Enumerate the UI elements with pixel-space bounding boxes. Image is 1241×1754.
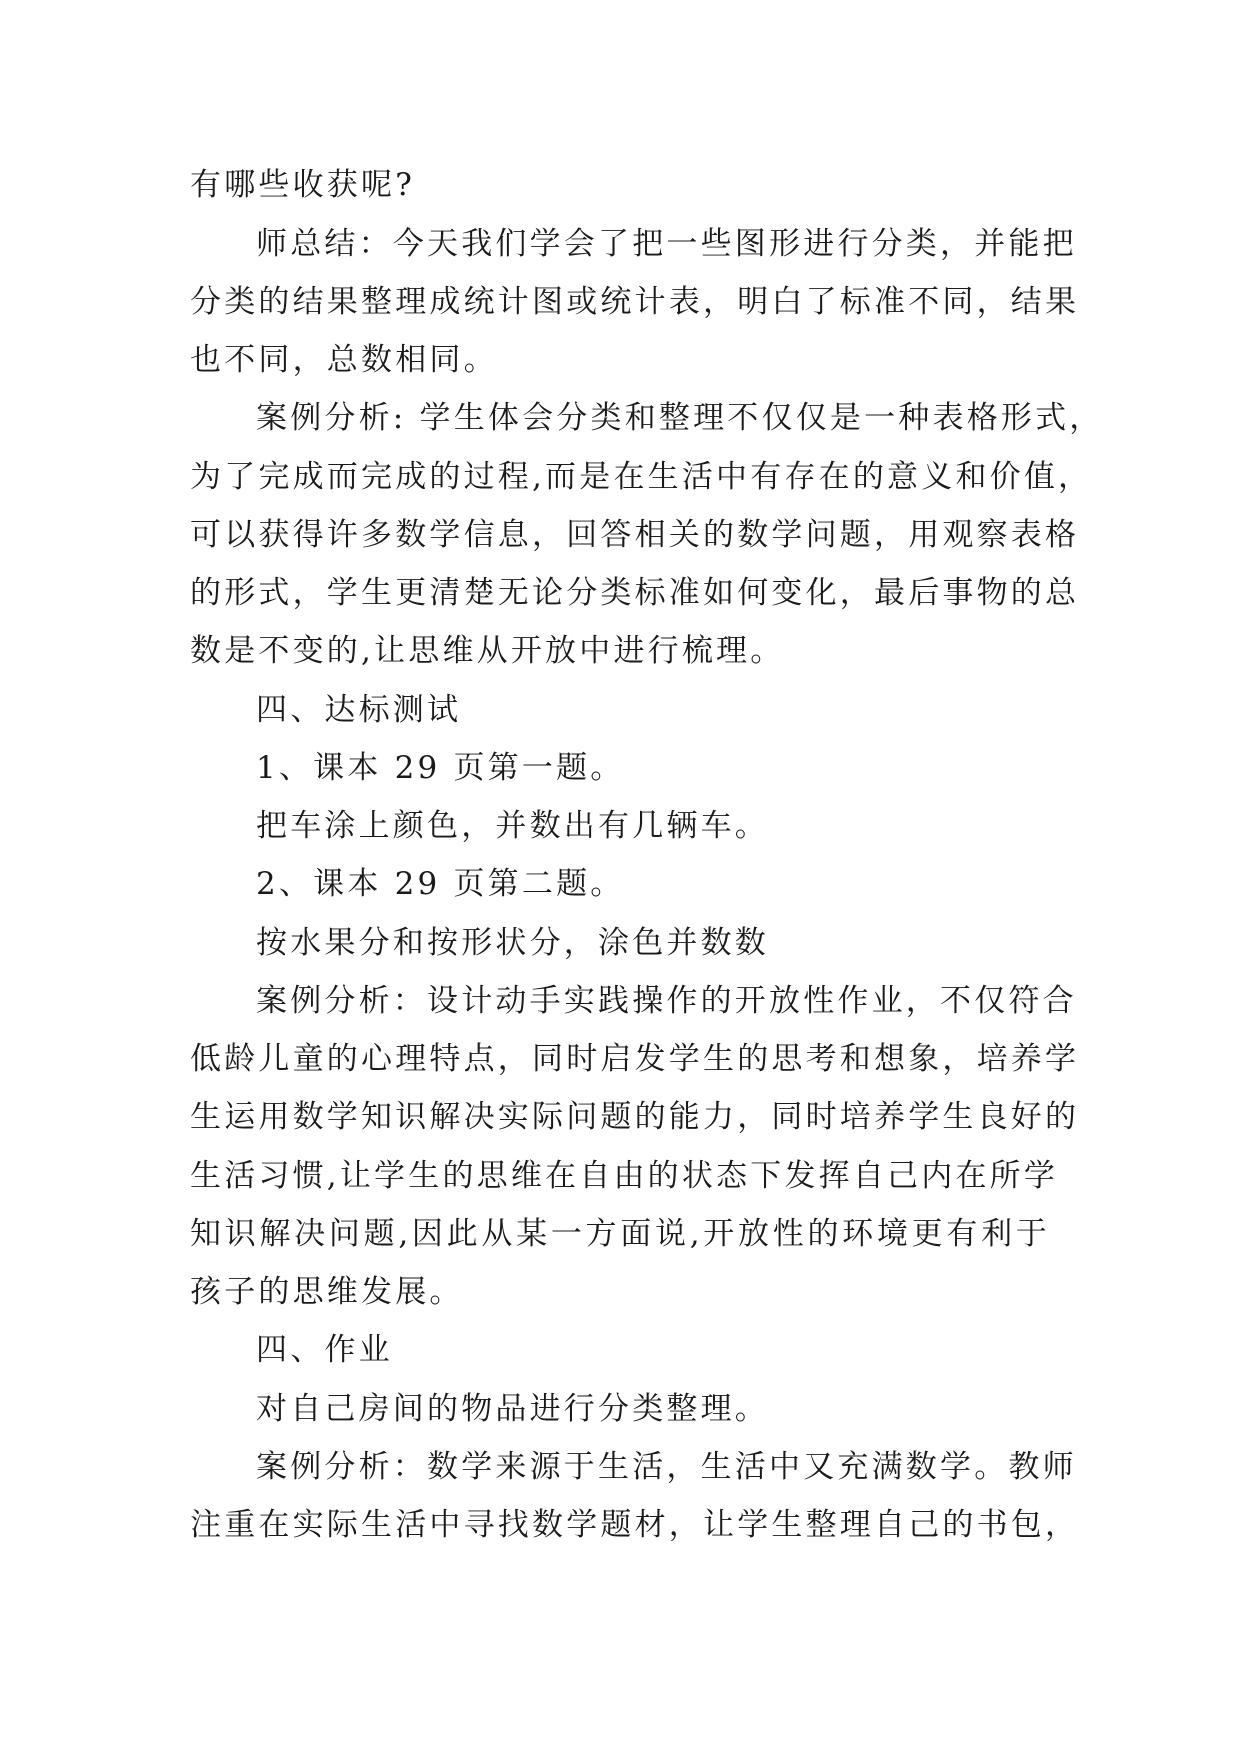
section-heading: 四、作业: [256, 1332, 393, 1368]
text-line: 案例分析: 学生体会分类和整理不仅仅是一种表格形式，: [256, 400, 1104, 436]
text-line: 孩子的思维发展。: [190, 1274, 464, 1310]
text-line: 知识解决问题,因此从某一方面说,开放性的环境更有利于: [190, 1216, 1050, 1252]
text-line: 2、课本 29 页第二题。: [256, 866, 625, 902]
text-line: 按水果分和按形状分，涂色并数数: [256, 925, 769, 961]
text-line: 数是不变的,让思维从开放中进行梳理。: [190, 633, 785, 669]
text-line: 案例分析：数学来源于生活，生活中又充满数学。教师: [256, 1449, 1077, 1485]
text-line: 案例分析：设计动手实践操作的开放性作业，不仅符合: [256, 983, 1077, 1019]
text-line: 低龄儿童的心理特点，同时启发学生的思考和想象，培养学: [190, 1041, 1080, 1077]
text-line: 有哪些收获呢?: [190, 167, 416, 203]
text-line: 的形式，学生更清楚无论分类标准如何变化，最后事物的总: [190, 575, 1080, 611]
text-line: 师总结：今天我们学会了把一些图形进行分类，并能把: [256, 226, 1077, 262]
section-heading: 四、达标测试: [256, 692, 462, 728]
text-line: 1、课本 29 页第一题。: [256, 750, 625, 786]
text-line: 分类的结果整理成统计图或统计表，明白了标准不同，结果: [190, 284, 1080, 320]
text-line: 对自己房间的物品进行分类整理。: [256, 1391, 769, 1427]
text-line: 可以获得许多数学信息，回答相关的数学问题，用观察表格: [190, 517, 1080, 553]
text-line: 把车涂上颜色，并数出有几辆车。: [256, 808, 769, 844]
text-line: 为了完成而完成的过程,而是在生活中有存在的意义和价值，: [190, 459, 1093, 495]
text-line: 生活习惯,让学生的思维在自由的状态下发挥自己内在所学: [190, 1158, 1059, 1194]
text-line: 注重在实际生活中寻找数学题材，让学生整理自己的书包，: [190, 1507, 1080, 1543]
text-line: 生运用数学知识解决实际问题的能力，同时培养学生良好的: [190, 1099, 1080, 1135]
text-line: 也不同，总数相同。: [190, 342, 498, 378]
